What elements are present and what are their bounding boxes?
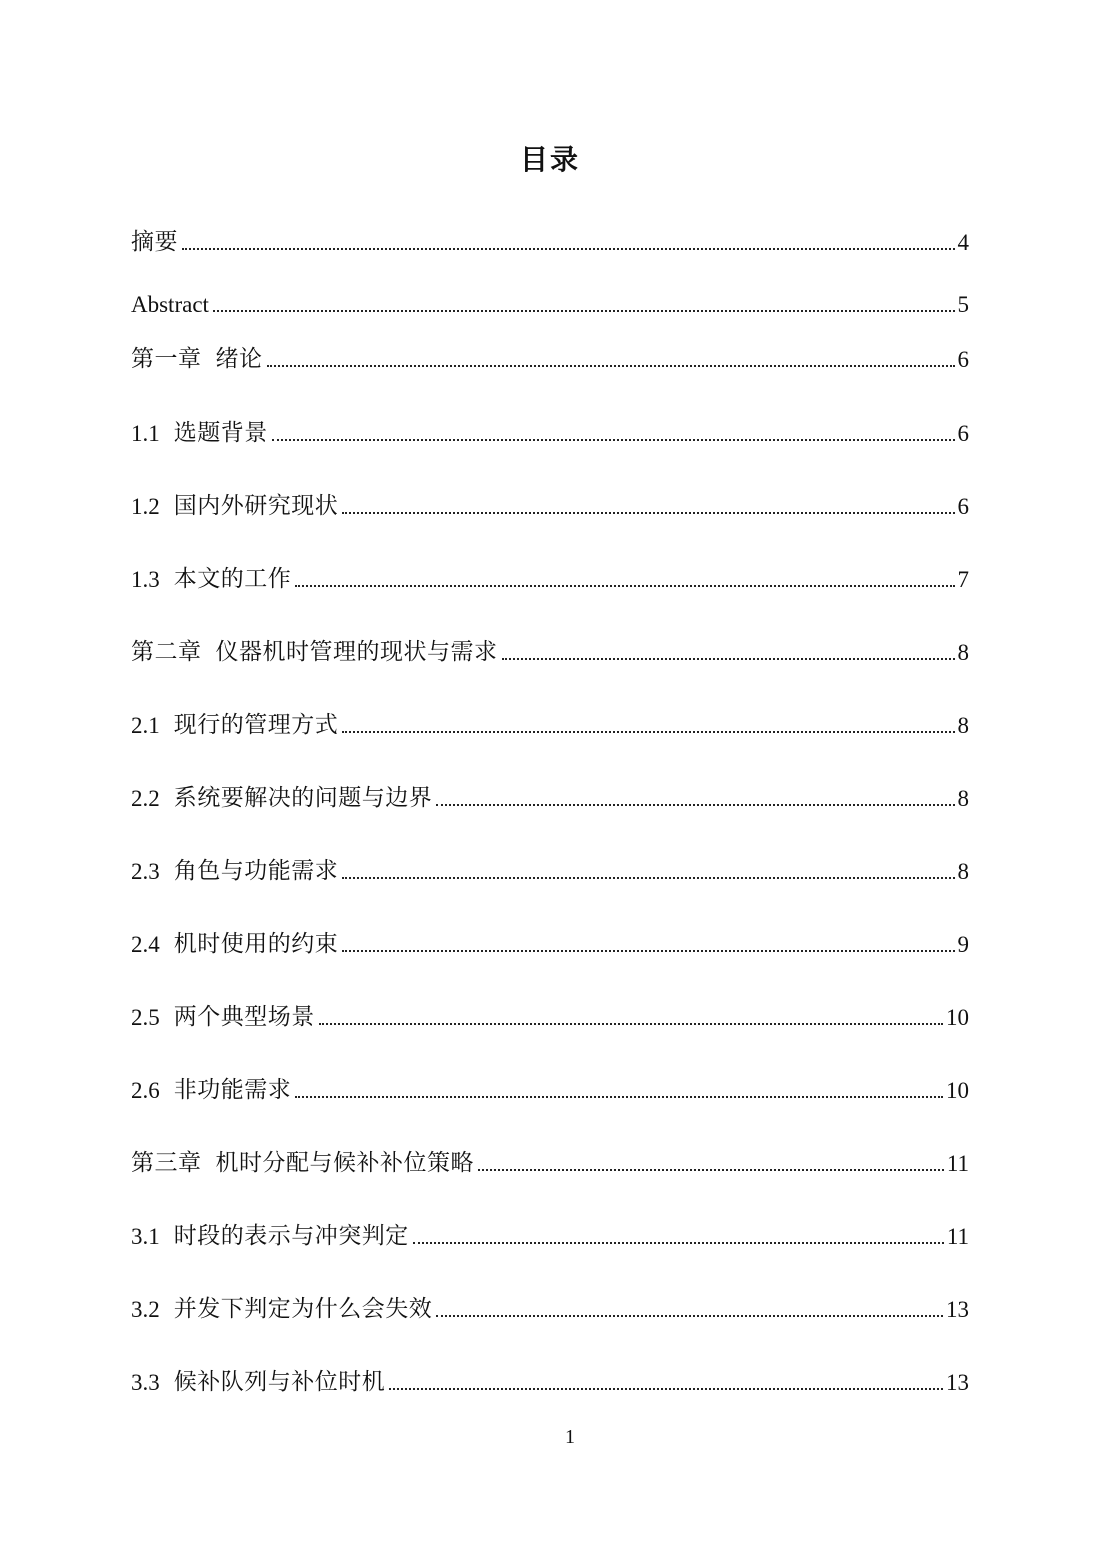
dot-leader xyxy=(436,1315,943,1317)
toc-entry-chapter-3[interactable] xyxy=(131,1143,969,1177)
dot-leader xyxy=(342,877,954,879)
toc-entry-page: 8 xyxy=(957,640,969,665)
toc-entry-chapter-2[interactable] xyxy=(131,632,969,666)
toc-entry-number: 1.2 xyxy=(131,494,160,519)
toc-entry-page: 13 xyxy=(946,1297,969,1322)
toc-entry-abstract-cn[interactable] xyxy=(131,222,969,256)
toc-entry-3-3[interactable] xyxy=(131,1362,969,1396)
dot-leader xyxy=(478,1169,944,1171)
toc-entry-number: 2.2 xyxy=(131,786,160,811)
dot-leader xyxy=(413,1242,944,1244)
toc-entry-label: 候补队列与补位时机 xyxy=(173,1369,386,1395)
toc-entry-page: 4 xyxy=(957,230,969,255)
toc-entry-label: 系统要解决的问题与边界 xyxy=(173,785,433,811)
toc-entry-page: 5 xyxy=(957,292,969,317)
toc-entry-number: 3.3 xyxy=(131,1370,160,1395)
dot-leader xyxy=(295,1096,943,1098)
toc-entry-label: 选题背景 xyxy=(173,420,268,446)
toc-entry-label: 现行的管理方式 xyxy=(173,712,339,738)
toc-entry-number: 2.1 xyxy=(131,713,160,738)
toc-entry-label: Abstract xyxy=(131,292,209,317)
toc-entry-1-3[interactable] xyxy=(131,559,969,593)
dot-leader xyxy=(342,950,954,952)
dot-leader xyxy=(272,439,955,441)
toc-entry-page: 8 xyxy=(957,786,969,811)
toc-entry-2-3[interactable] xyxy=(131,851,969,885)
toc-entry-page: 8 xyxy=(957,713,969,738)
toc-entry-page: 6 xyxy=(957,347,969,372)
page-number: 1 xyxy=(565,1426,575,1448)
toc-entry-number: 2.6 xyxy=(131,1078,160,1103)
toc-entry-page: 7 xyxy=(957,567,969,592)
toc-entry-number: 第三章 xyxy=(131,1150,202,1176)
toc-entry-1-2[interactable] xyxy=(131,486,969,520)
toc-entry-label: 两个典型场景 xyxy=(173,1004,315,1030)
toc-entry-number: 2.3 xyxy=(131,859,160,884)
toc-entry-2-6[interactable] xyxy=(131,1070,969,1104)
dot-leader xyxy=(389,1388,943,1390)
toc-entry-3-1[interactable] xyxy=(131,1216,969,1250)
toc-entry-number: 3.1 xyxy=(131,1224,160,1249)
toc-entry-page: 9 xyxy=(957,932,969,957)
toc-entry-2-2[interactable] xyxy=(131,778,969,812)
dot-leader xyxy=(319,1023,943,1025)
toc-entry-page: 10 xyxy=(946,1078,969,1103)
toc-entry-3-2[interactable] xyxy=(131,1289,969,1323)
toc-entry-number: 3.2 xyxy=(131,1297,160,1322)
toc-entry-2-1[interactable] xyxy=(131,705,969,739)
dot-leader xyxy=(295,585,954,587)
toc-entry-label: 角色与功能需求 xyxy=(173,858,339,884)
toc-entry-number: 第一章 xyxy=(131,346,202,372)
toc-entry-page: 13 xyxy=(946,1370,969,1395)
toc-entry-page: 11 xyxy=(946,1224,969,1249)
toc-entry-label: 仪器机时管理的现状与需求 xyxy=(215,639,498,665)
toc-entry-number: 2.4 xyxy=(131,932,160,957)
dot-leader xyxy=(342,731,954,733)
toc-entry-1-1[interactable] xyxy=(131,413,969,447)
toc-entry-label: 本文的工作 xyxy=(173,566,292,592)
toc-entry-label: 机时使用的约束 xyxy=(173,931,339,957)
toc-entry-number: 2.5 xyxy=(131,1005,160,1030)
toc-entry-number: 第二章 xyxy=(131,639,202,665)
toc-entry-page: 10 xyxy=(946,1005,969,1030)
toc-entry-number: 1.1 xyxy=(131,421,160,446)
toc-entry-abstract-en[interactable] xyxy=(131,284,969,318)
toc-entry-2-5[interactable] xyxy=(131,997,969,1031)
dot-leader xyxy=(502,658,955,660)
toc-entry-label: 非功能需求 xyxy=(173,1077,292,1103)
toc-entry-page: 6 xyxy=(957,494,969,519)
dot-leader xyxy=(342,512,954,514)
toc-entry-page: 6 xyxy=(957,421,969,446)
dot-leader xyxy=(436,804,954,806)
toc-entry-label: 机时分配与候补补位策略 xyxy=(215,1150,474,1176)
toc-entry-chapter-1[interactable] xyxy=(131,339,969,373)
toc-entry-label: 时段的表示与冲突判定 xyxy=(173,1223,409,1249)
toc-entry-label: 并发下判定为什么会失效 xyxy=(173,1296,433,1322)
dot-leader xyxy=(267,365,955,367)
toc-entry-label: 绪论 xyxy=(215,346,263,372)
dot-leader xyxy=(213,310,955,312)
toc-entry-2-4[interactable] xyxy=(131,924,969,958)
toc-entry-page: 11 xyxy=(946,1151,969,1176)
page-title: 目录 xyxy=(519,143,580,176)
toc-entry-label: 摘要 xyxy=(131,229,178,255)
toc-entry-label: 国内外研究现状 xyxy=(173,493,339,519)
dot-leader xyxy=(182,248,955,250)
toc-entry-number: 1.3 xyxy=(131,567,160,592)
toc-entry-page: 8 xyxy=(957,859,969,884)
